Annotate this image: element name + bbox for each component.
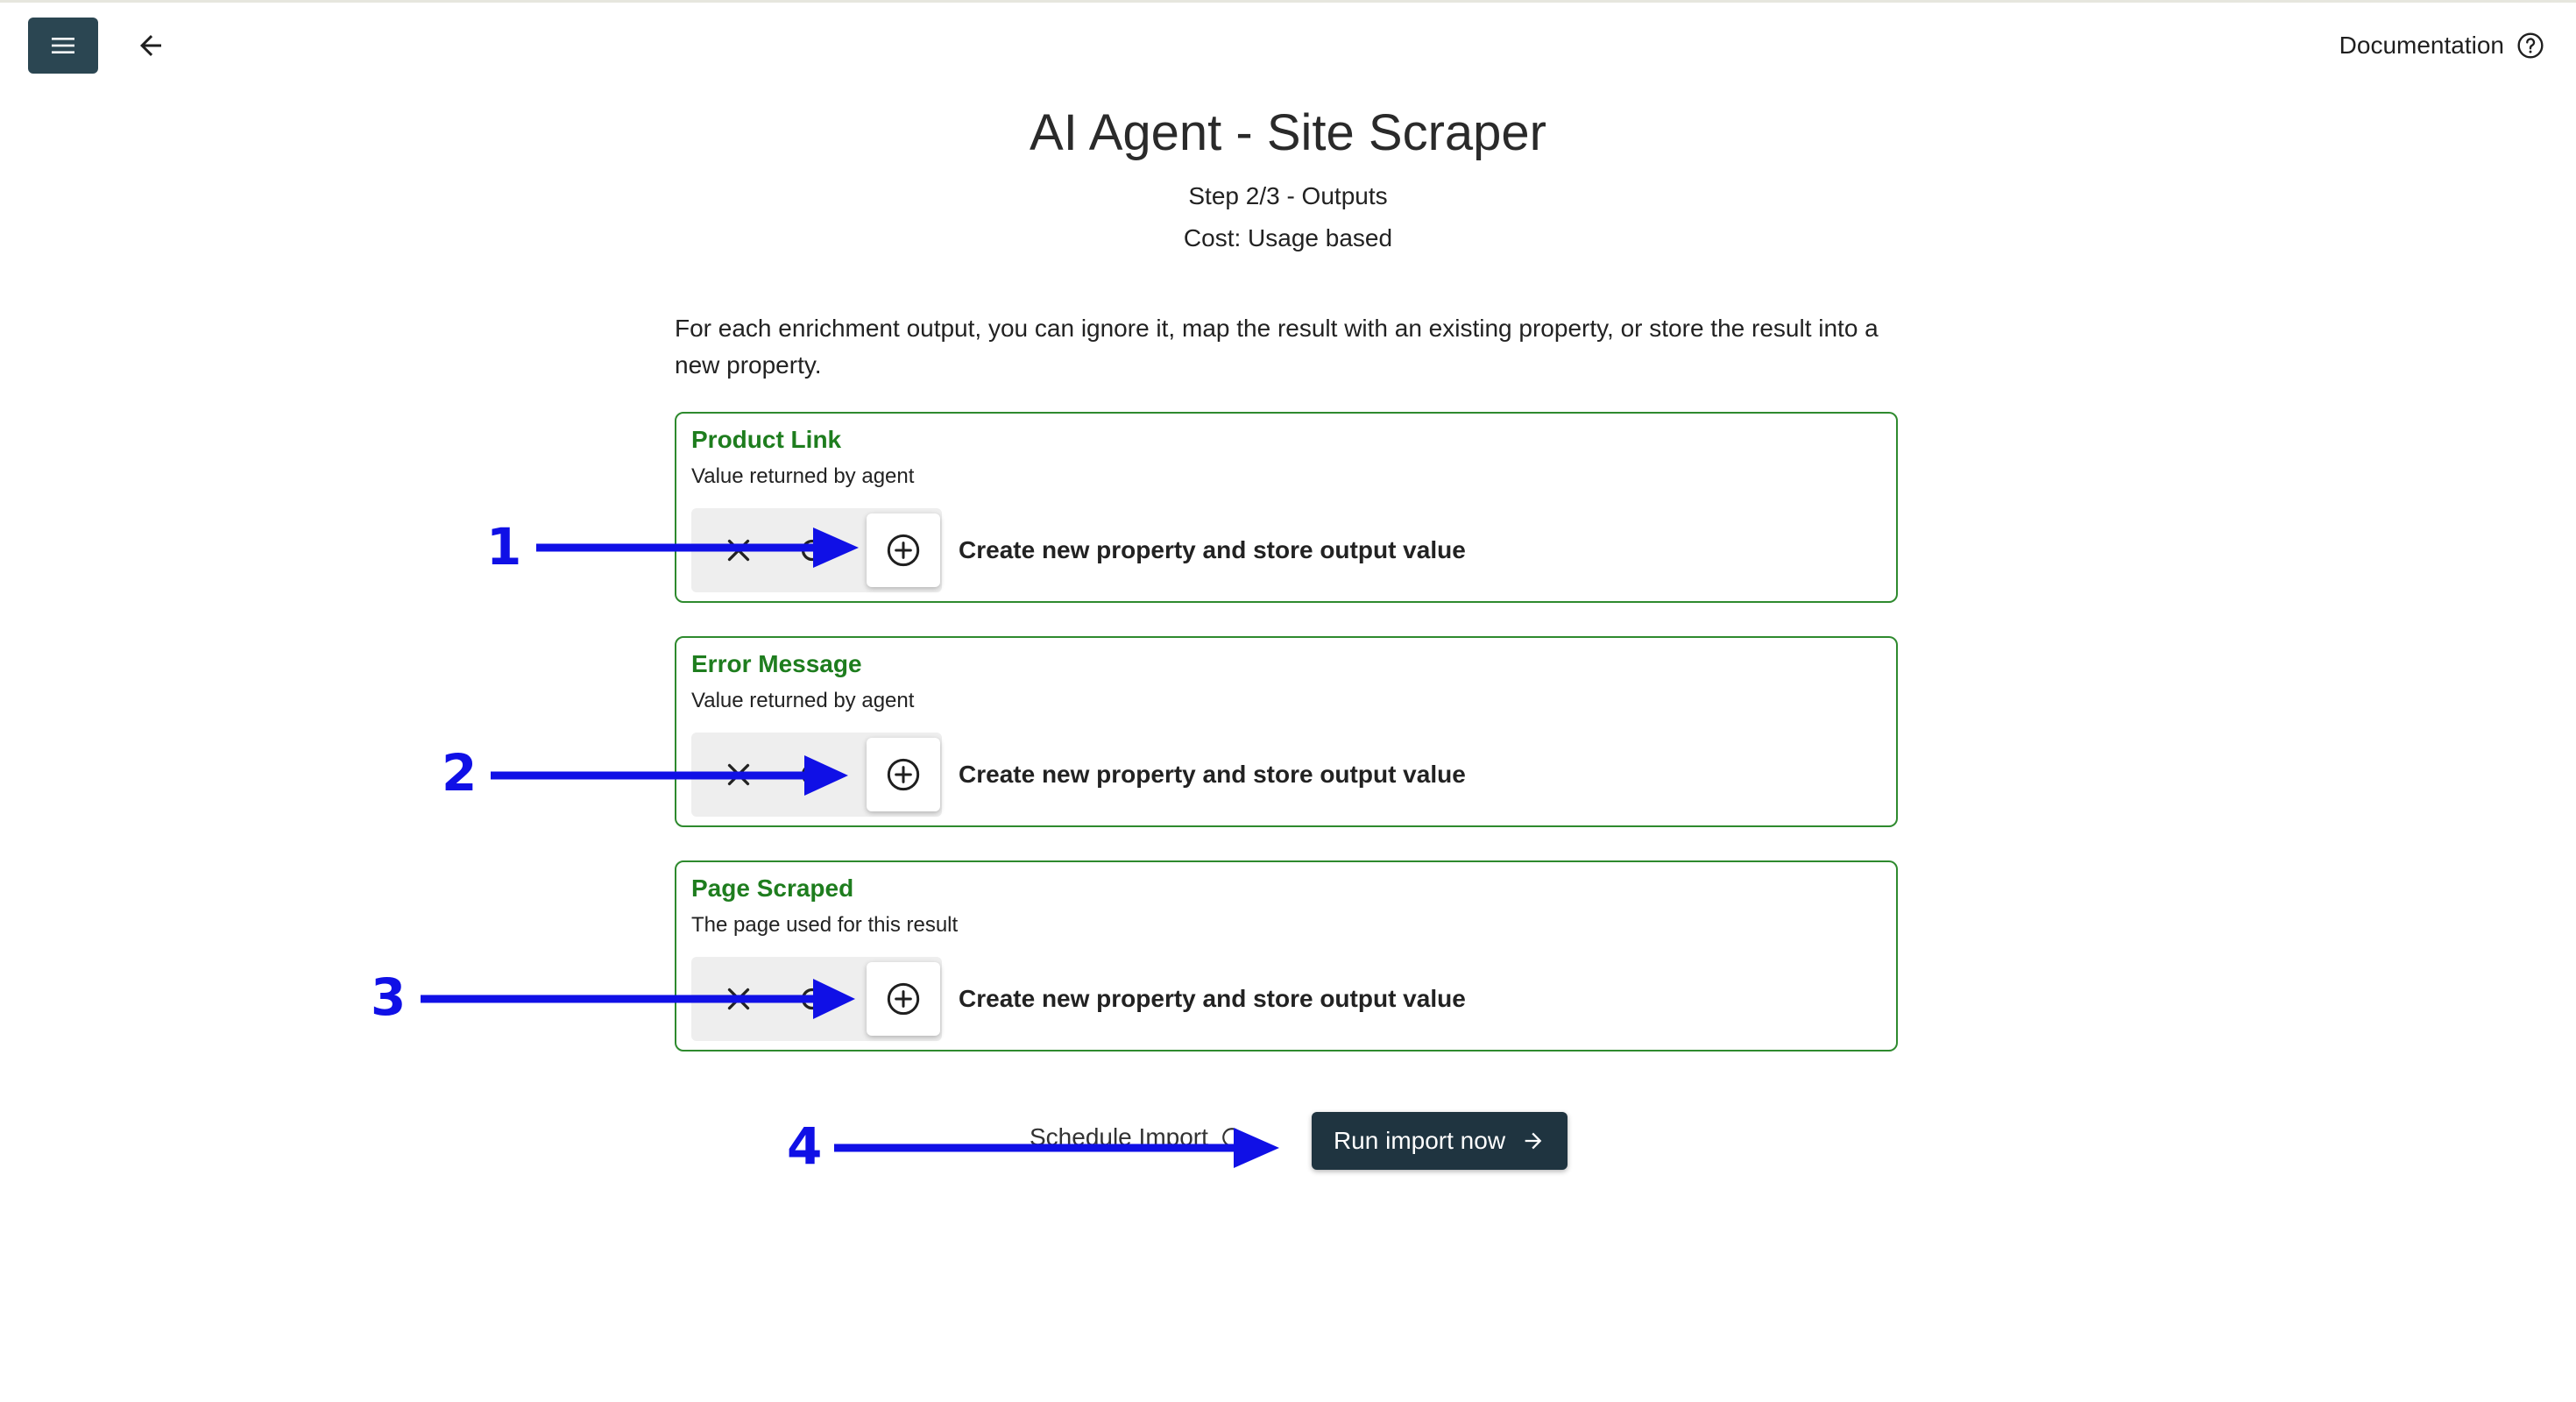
output-subtitle: Value returned by agent xyxy=(691,464,915,488)
page-title: AI Agent - Site Scraper xyxy=(1030,104,1546,161)
output-mode-selector xyxy=(691,733,942,817)
output-card-error-message xyxy=(675,636,1898,827)
output-action-label: Create new property and store output value xyxy=(959,985,1466,1012)
output-subtitle: Value returned by agent xyxy=(691,689,915,712)
output-title: Page Scraped xyxy=(691,874,854,902)
output-mode-selector xyxy=(691,508,942,592)
ignore-x-icon[interactable] xyxy=(723,983,754,1015)
run-import-label: Run import now xyxy=(1333,1127,1506,1154)
schedule-import-label: Schedule Import xyxy=(1030,1123,1208,1151)
documentation-label: Documentation xyxy=(2339,32,2504,59)
back-button[interactable] xyxy=(128,23,173,68)
step-indicator: Step 2/3 - Outputs xyxy=(1188,182,1388,209)
hamburger-menu-icon xyxy=(50,35,76,56)
map-existing-icon[interactable] xyxy=(796,759,828,790)
output-title: Error Message xyxy=(691,650,862,677)
cost-info: Cost: Usage based xyxy=(1183,224,1393,251)
output-title: Product Link xyxy=(691,426,842,453)
intro-text: For each enrichment output, you can ignore it, map the result with an existing property, or store the result into a new property. xyxy=(675,315,1879,379)
schedule-import-toggle[interactable] xyxy=(1030,1123,1243,1151)
ignore-x-icon[interactable] xyxy=(723,535,754,566)
menu-button[interactable] xyxy=(28,18,98,74)
output-card-product-link xyxy=(675,412,1898,603)
output-card-page-scraped xyxy=(675,860,1898,1052)
plus-circle-icon xyxy=(886,757,921,792)
plus-circle-icon xyxy=(886,981,921,1016)
create-new-property-button[interactable] xyxy=(867,962,940,1036)
plus-circle-icon xyxy=(886,533,921,568)
toggle-circle-icon xyxy=(1221,1126,1243,1149)
output-mode-selector xyxy=(691,957,942,1041)
run-import-button[interactable] xyxy=(1312,1112,1568,1170)
arrow-right-icon xyxy=(1521,1129,1546,1153)
annotation-number: 2 xyxy=(442,743,478,803)
question-circle-icon xyxy=(2516,32,2544,60)
create-new-property-button[interactable] xyxy=(867,738,940,811)
map-existing-icon[interactable] xyxy=(796,535,828,566)
annotation-number: 1 xyxy=(486,517,522,577)
output-action-label: Create new property and store output value xyxy=(959,761,1466,788)
output-subtitle: The page used for this result xyxy=(691,913,959,937)
documentation-link[interactable] xyxy=(2339,25,2544,67)
map-existing-icon[interactable] xyxy=(796,983,828,1015)
annotation-number: 3 xyxy=(371,967,407,1027)
annotation-number: 4 xyxy=(787,1116,823,1176)
output-action-label: Create new property and store output value xyxy=(959,536,1466,563)
ignore-x-icon[interactable] xyxy=(723,759,754,790)
top-border xyxy=(0,0,2576,3)
arrow-left-icon xyxy=(135,30,166,61)
create-new-property-button[interactable] xyxy=(867,513,940,587)
